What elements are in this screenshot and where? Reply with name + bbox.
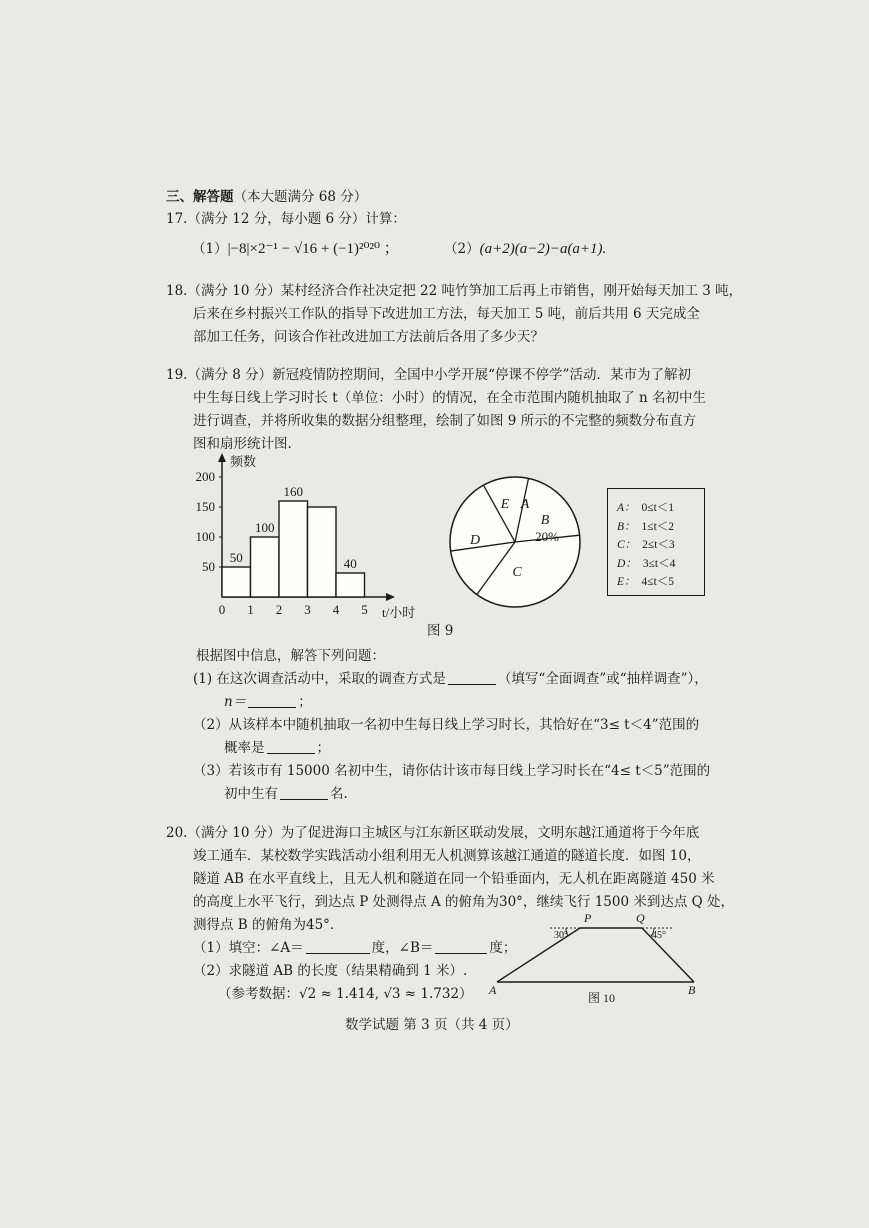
q18-line1: 18.（满分 10 分）某村经济合作社决定把 22 吨竹笋加工后再上市销售，刚开始每天加工 3 吨， (166, 283, 743, 299)
pie-slice-percent-B: 20% (535, 529, 559, 544)
q20-line2: 竣工通车．某校数学实践活动小组利用无人机测算该越江通道的隧道长度．如图 10， (193, 848, 701, 864)
y-tick-label-100: 100 (195, 529, 215, 544)
x-tick-label-1: 1 (247, 602, 254, 617)
histogram (190, 448, 430, 620)
q17-heading: 17.（满分 12 分，每小题 6 分）计算： (166, 211, 406, 227)
q17-part2 (444, 240, 606, 258)
legend-item-E (617, 573, 674, 589)
q17-part1 (192, 240, 399, 258)
y-tick-label-150: 150 (195, 499, 215, 514)
section-title: 三、解答题 (166, 189, 234, 205)
figure-10-label: 图 10 (588, 991, 616, 1005)
y-tick-label-50: 50 (202, 559, 215, 574)
legend-range: 0≤t＜1 (641, 502, 675, 514)
q19-sub1-n (224, 693, 312, 711)
page-footer: 数学试题 第 3 页（共 4 页） (345, 1017, 519, 1033)
x-tick-label-4: 4 (332, 602, 340, 617)
q19-sub2-end: ； (316, 740, 330, 756)
x-tick-label-5: 5 (361, 602, 368, 617)
bar-value-label-1: 100 (255, 520, 275, 535)
pie-slice-label-A: A (520, 497, 530, 512)
q20-sub2: （2）求隧道 AB 的长度（结果精确到 1 米）. (193, 963, 468, 979)
q20-reference: （参考数据：√2 ≈ 1.414, √3 ≈ 1.732） (218, 986, 473, 1002)
figure-10 (486, 908, 706, 1010)
q19-sub2-text: 概率是 (224, 740, 265, 756)
q20-sub1 (193, 939, 516, 957)
q20-sub1-text: （1）填空：∠A＝ (193, 940, 304, 956)
bar-1 (251, 537, 280, 597)
q17-part1-expr: |−8|×2⁻¹ − √16 + (−1)²⁰²⁰ ； (227, 241, 399, 257)
legend-range: 2≤t＜3 (642, 539, 675, 551)
x-tick-label-0: 0 (218, 602, 226, 617)
point-a-label: A (489, 983, 497, 997)
x-tick-label-2: 2 (275, 602, 283, 617)
q19-sub3-end: 名. (330, 786, 348, 802)
legend-key: D： (617, 557, 637, 570)
pie-chart (445, 472, 585, 612)
q19-sub3-blank[interactable] (280, 786, 328, 800)
legend-key: B： (617, 520, 636, 533)
q19-sub1-blank-n[interactable] (248, 694, 296, 708)
q17-part1-label: （1） (192, 241, 228, 257)
legend-key: E： (617, 576, 636, 588)
q19-sub2-line2 (224, 739, 330, 757)
q18-line2: 后来在乡村振兴工作队的指导下改进加工方法，每天加工 5 吨，前后共用 6 天完成全 (193, 306, 700, 322)
legend-item-B (617, 518, 674, 534)
q19-sub3: （3）若该市有 15000 名初中生，请你估计该市每日线上学习时长在“4≤ t＜5”范围的 (193, 763, 711, 779)
sight-line-qb (642, 928, 694, 982)
legend-range: 3≤t＜4 (642, 557, 676, 570)
y-axis-arrow (218, 453, 226, 462)
q19-sub1-blank-method[interactable] (448, 671, 496, 685)
q20-line1: 20.（满分 10 分）为了促进海口主城区与江东新区联动发展，文明东越江通道将于今年底 (166, 825, 700, 841)
bar-2 (279, 501, 308, 597)
y-axis-label: 频数 (230, 454, 257, 469)
q18-line3: 部加工任务，问该合作社改进加工方法前后各用了多少天？ (193, 329, 544, 345)
legend-item-C (617, 536, 675, 552)
legend-range: 4≤t＜5 (641, 576, 675, 588)
legend-item-D (617, 555, 675, 571)
x-axis-arrow (386, 593, 395, 601)
q17-part2-label: （2） (444, 241, 480, 257)
bar-value-label-4: 40 (343, 556, 357, 571)
q17-part2-expr: (a+2)(a−2)−a(a+1). (479, 241, 607, 257)
bar-3 (308, 507, 337, 597)
section-heading (166, 188, 367, 206)
point-q-label: Q (636, 911, 645, 925)
q20-line5: 测得点 B 的俯角为45°． (193, 917, 344, 933)
angle-45-label: 45° (652, 930, 666, 941)
q20-line3: 隧道 AB 在水平直线上，且无人机和隧道在同一个铅垂面内，无人机在距离隧道 450 米 (193, 871, 715, 887)
x-tick-label-3: 3 (304, 602, 311, 617)
pie-slice-label-B: B (540, 513, 550, 528)
q19-line2: 中生每日线上学习时长 t（单位：小时）的情况，在全市范围内随机抽取了 n 名初中生 (193, 390, 706, 406)
bar-0 (222, 567, 251, 597)
pie-slice-label-C: C (512, 565, 522, 580)
pie-slice-label-D: D (469, 533, 481, 548)
q19-intro: 根据图中信息，解答下列问题： (196, 648, 385, 664)
bar-value-label-2: 160 (283, 484, 303, 499)
legend-key: C： (617, 539, 637, 551)
pie-slice-label-E: E (500, 497, 510, 512)
q20-sub1-mid: 度，∠B＝ (371, 940, 434, 956)
figure-9-label: 图 9 (427, 623, 454, 639)
q20-blank-angle-a[interactable] (306, 940, 370, 954)
q19-sub1-hint: （填写“全面调查”或“抽样调查”）， (497, 671, 708, 687)
q19-sub3-line2 (224, 785, 348, 803)
q19-sub2: （2）从该样本中随机抽取一名初中生每日线上学习时长，其恰好在“3≤ t＜4”范围的 (193, 717, 700, 733)
q19-sub1-text: (1) 在这次调查活动中，采取的调查方式是 (193, 671, 446, 687)
q19-sub2-blank[interactable] (267, 740, 315, 754)
bar-4 (336, 573, 365, 597)
y-tick-label-200: 200 (195, 469, 215, 484)
q20-sub1-end: 度； (489, 940, 517, 956)
q19-line3: 进行调查，并将所收集的数据分组整理，绘制了如图 9 所示的不完整的频数分布直方 (193, 413, 697, 429)
q20-blank-angle-b[interactable] (435, 940, 487, 954)
q19-line4: 图和扇形统计图. (193, 436, 292, 452)
legend-range: 1≤t＜2 (641, 520, 675, 533)
q19-sub1 (193, 670, 708, 688)
bar-value-label-0: 50 (229, 550, 243, 565)
section-note: （本大题满分 68 分） (233, 189, 368, 205)
q19-line1: 19.（满分 8 分）新冠疫情防控期间，全国中小学开展“停课不停学”活动．某市为了解初 (166, 367, 691, 383)
q19-n-label: n＝ (224, 694, 247, 710)
angle-30-label: 30° (554, 930, 568, 941)
point-b-label: B (688, 983, 696, 997)
q19-sub3-text: 初中生有 (224, 786, 278, 802)
legend-box (607, 488, 705, 596)
x-axis-label: t/小时 (382, 605, 416, 620)
q19-n-end: ； (298, 694, 312, 710)
legend-key: A： (617, 502, 636, 514)
legend-item-A (617, 499, 674, 515)
q20-line4: 的高度上水平飞行，到达点 P 处测得点 A 的俯角为30°，继续飞行 1500 米到达点 Q 处， (193, 894, 735, 910)
point-p-label: P (584, 911, 592, 925)
